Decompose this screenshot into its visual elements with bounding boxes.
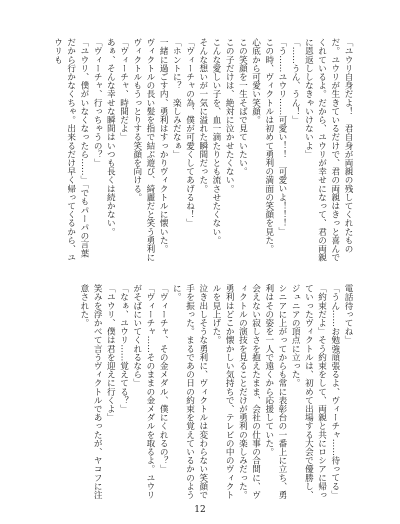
text-line: 「ヴィーチャ、時間だよ」: [118, 38, 129, 142]
text-line: 「……うん、うん！」: [290, 38, 301, 124]
text-line: 「う……ユウリ……可愛い！！ 可愛いよ！！！」: [276, 38, 287, 236]
text-line: 「なぁ、ユウリ……覚えてる？」: [118, 284, 129, 413]
text-line: あぁ、そんな幸せな瞬間はいつも長くは続かない。: [105, 38, 116, 236]
text-line: 会えない寂しさを抱えたまま、会社の仕事の合間に、ヴィクトルの演技を見ることだけが勇利の楽しみだった。: [237, 284, 261, 499]
text-line: 「ユウリ、僕は君を迎えに行くよ」: [105, 284, 116, 422]
upper-text-block: [50, 38, 354, 262]
text-line: この笑顔を一生そばで見ていたい。: [237, 38, 248, 176]
text-line: 「うん……お勉強頑張るよ、ヴィーチャ……待ってる」: [329, 284, 340, 499]
text-line: そんな想いが一気に溢れた瞬間だった。: [197, 38, 208, 193]
text-line: 「ヴィーチャ、行っちゃうの？」: [92, 38, 103, 167]
text-line: 「ヴィーチャ……そのままの金メダルを取るよ。ユウリがそばにいてくれるなら」: [131, 284, 155, 499]
text-line: 「約束だよ」そう約束をして、両親と共にロシアに帰っていったヴィクトルは、初めて出場する大会で優勝し、ジュニアの頂点に立った。: [290, 284, 327, 499]
text-line: 一緒に過ごす内、勇利はすっかりヴィクトルに懐いた。: [158, 38, 169, 253]
page-number: 12: [194, 505, 206, 515]
text-line: シニアに上がってからも常に表彰台の一番上に立ち、勇利はその姿を一人で遠くから応援していた。: [263, 284, 287, 499]
text-line: 「ユウリ自身だよ！ 君自身が両親の残してくれたものだ。ユウリが生きているだけで、君の両親はきっと喜んでくれているよ。だから、ユウリが幸せになって、君の両親に恩返ししなきゃいけないよ」: [303, 38, 353, 262]
text-line: 電話待ってね」: [343, 284, 353, 345]
text-line: この時、ヴィクトルは初めて勇利の満面の笑顔を見た。: [263, 38, 274, 253]
text-line: 勇利はどこか懐かしい気持ちで、テレビの中のヴィクトルを見上げた。: [210, 284, 235, 499]
text-line: 「ユウリ、僕がいなくなったら……」「でもパーパの言葉だから行かなくちゃ。出来るだけ早く帰ってくるから、ユウリも: [52, 38, 89, 262]
text-line: こんな愛しい子を、血一滴たりとも流させたくない。: [210, 38, 221, 245]
text-line: ヴィクトルの長い髪を指で結ぶ遊び、綺麗だと笑う勇利にヴィクトルもうっとりする笑顔を向ける。: [131, 38, 155, 262]
text-line: 「ヴィーチャ、その金メダル、僕にくれるの？」: [158, 284, 169, 474]
text-line: 「ヴィーチャの為、僕が可愛くしてあげるね！」: [184, 38, 195, 228]
text-line: 笑みを浮かべて言うヴィクトルであったが、ヤコフに注意された。: [78, 284, 103, 499]
lower-text-block: [50, 284, 354, 502]
text-line: 泣き出しそうな勇利に、ヴィクトルは変わらない笑顔で手を振った。まるであの日の約束を覚えているかのように。: [171, 284, 208, 499]
text-line: 「ホントに？ 楽しみだなぁ」: [171, 38, 182, 159]
text-line: この子だけは、絶対に泣かせたくない。: [224, 38, 235, 193]
text-line: 心底から可愛い笑顔。: [250, 38, 261, 124]
